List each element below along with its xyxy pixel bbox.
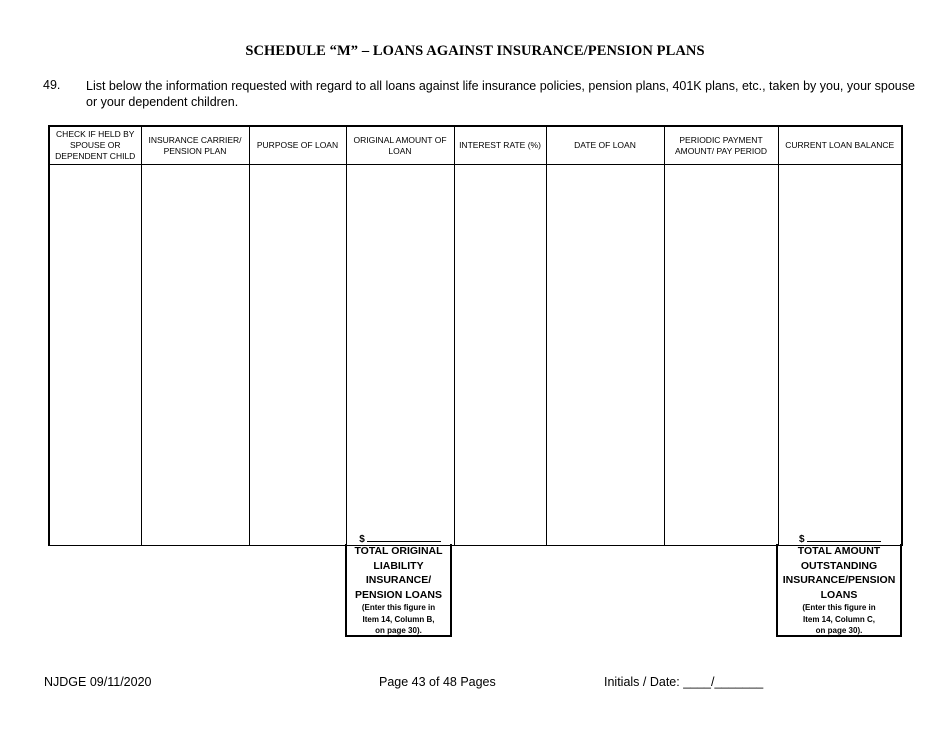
header-insurance-carrier: INSURANCE CARRIER/ PENSION PLAN (141, 126, 249, 165)
cell-purpose-of-loan[interactable] (249, 165, 346, 546)
initials-date-field[interactable]: Initials / Date: ____/_______ (604, 675, 764, 689)
header-original-amount: ORIGINAL AMOUNT OF LOAN (346, 126, 454, 165)
cell-current-balance[interactable] (778, 165, 902, 546)
dollar-sign: $ (798, 534, 805, 545)
total-original-note: (Enter this figure in Item 14, Column B, on page 30). (361, 603, 436, 635)
total-original-box (345, 544, 452, 637)
form-id: NJDGE 09/11/2020 (44, 675, 152, 689)
dollar-sign: $ (359, 534, 365, 545)
total-current-box (776, 544, 902, 637)
cell-insurance-carrier[interactable] (141, 165, 249, 546)
table-header-row (49, 126, 902, 165)
question-text: List below the information requested with regard to all loans against life insurance policies, pension plans, 401K plans, etc., taken by you, your spouse or your dependent children. (86, 79, 915, 109)
header-purpose-of-loan: PURPOSE OF LOAN (249, 126, 346, 165)
header-interest-rate: INTEREST RATE (%) (454, 126, 546, 165)
header-held-by-spouse: CHECK IF HELD BY SPOUSE OR DEPENDENT CHILD (49, 126, 141, 165)
total-current-label: TOTAL AMOUNT OUTSTANDING INSURANCE/PENSION LOANS (782, 545, 896, 601)
cell-interest-rate[interactable] (454, 165, 546, 546)
amount-blank-line (367, 533, 441, 542)
amount-blank-line (807, 533, 881, 542)
schedule-title: SCHEDULE “M” – LOANS AGAINST INSURANCE/PENSION PLANS (245, 43, 705, 59)
cell-date-of-loan[interactable] (546, 165, 664, 546)
cell-held-by-spouse[interactable] (49, 165, 141, 546)
cell-periodic-payment[interactable] (664, 165, 778, 546)
total-current-note: (Enter this figure in Item 14, Column C, on page 30). (802, 603, 876, 635)
header-current-balance: CURRENT LOAN BALANCE (778, 126, 902, 165)
header-date-of-loan: DATE OF LOAN (546, 126, 664, 165)
cell-original-amount[interactable] (346, 165, 454, 546)
header-periodic-payment: PERIODIC PAYMENT AMOUNT/ PAY PERIOD (664, 126, 778, 165)
question-number: 49. (43, 78, 61, 92)
page-number: Page 43 of 48 Pages (379, 675, 496, 689)
loans-table (48, 125, 903, 546)
table-entry-row (49, 165, 902, 546)
total-original-label: TOTAL ORIGINAL LIABILITY INSURANCE/ PENSION LOANS (354, 545, 443, 601)
